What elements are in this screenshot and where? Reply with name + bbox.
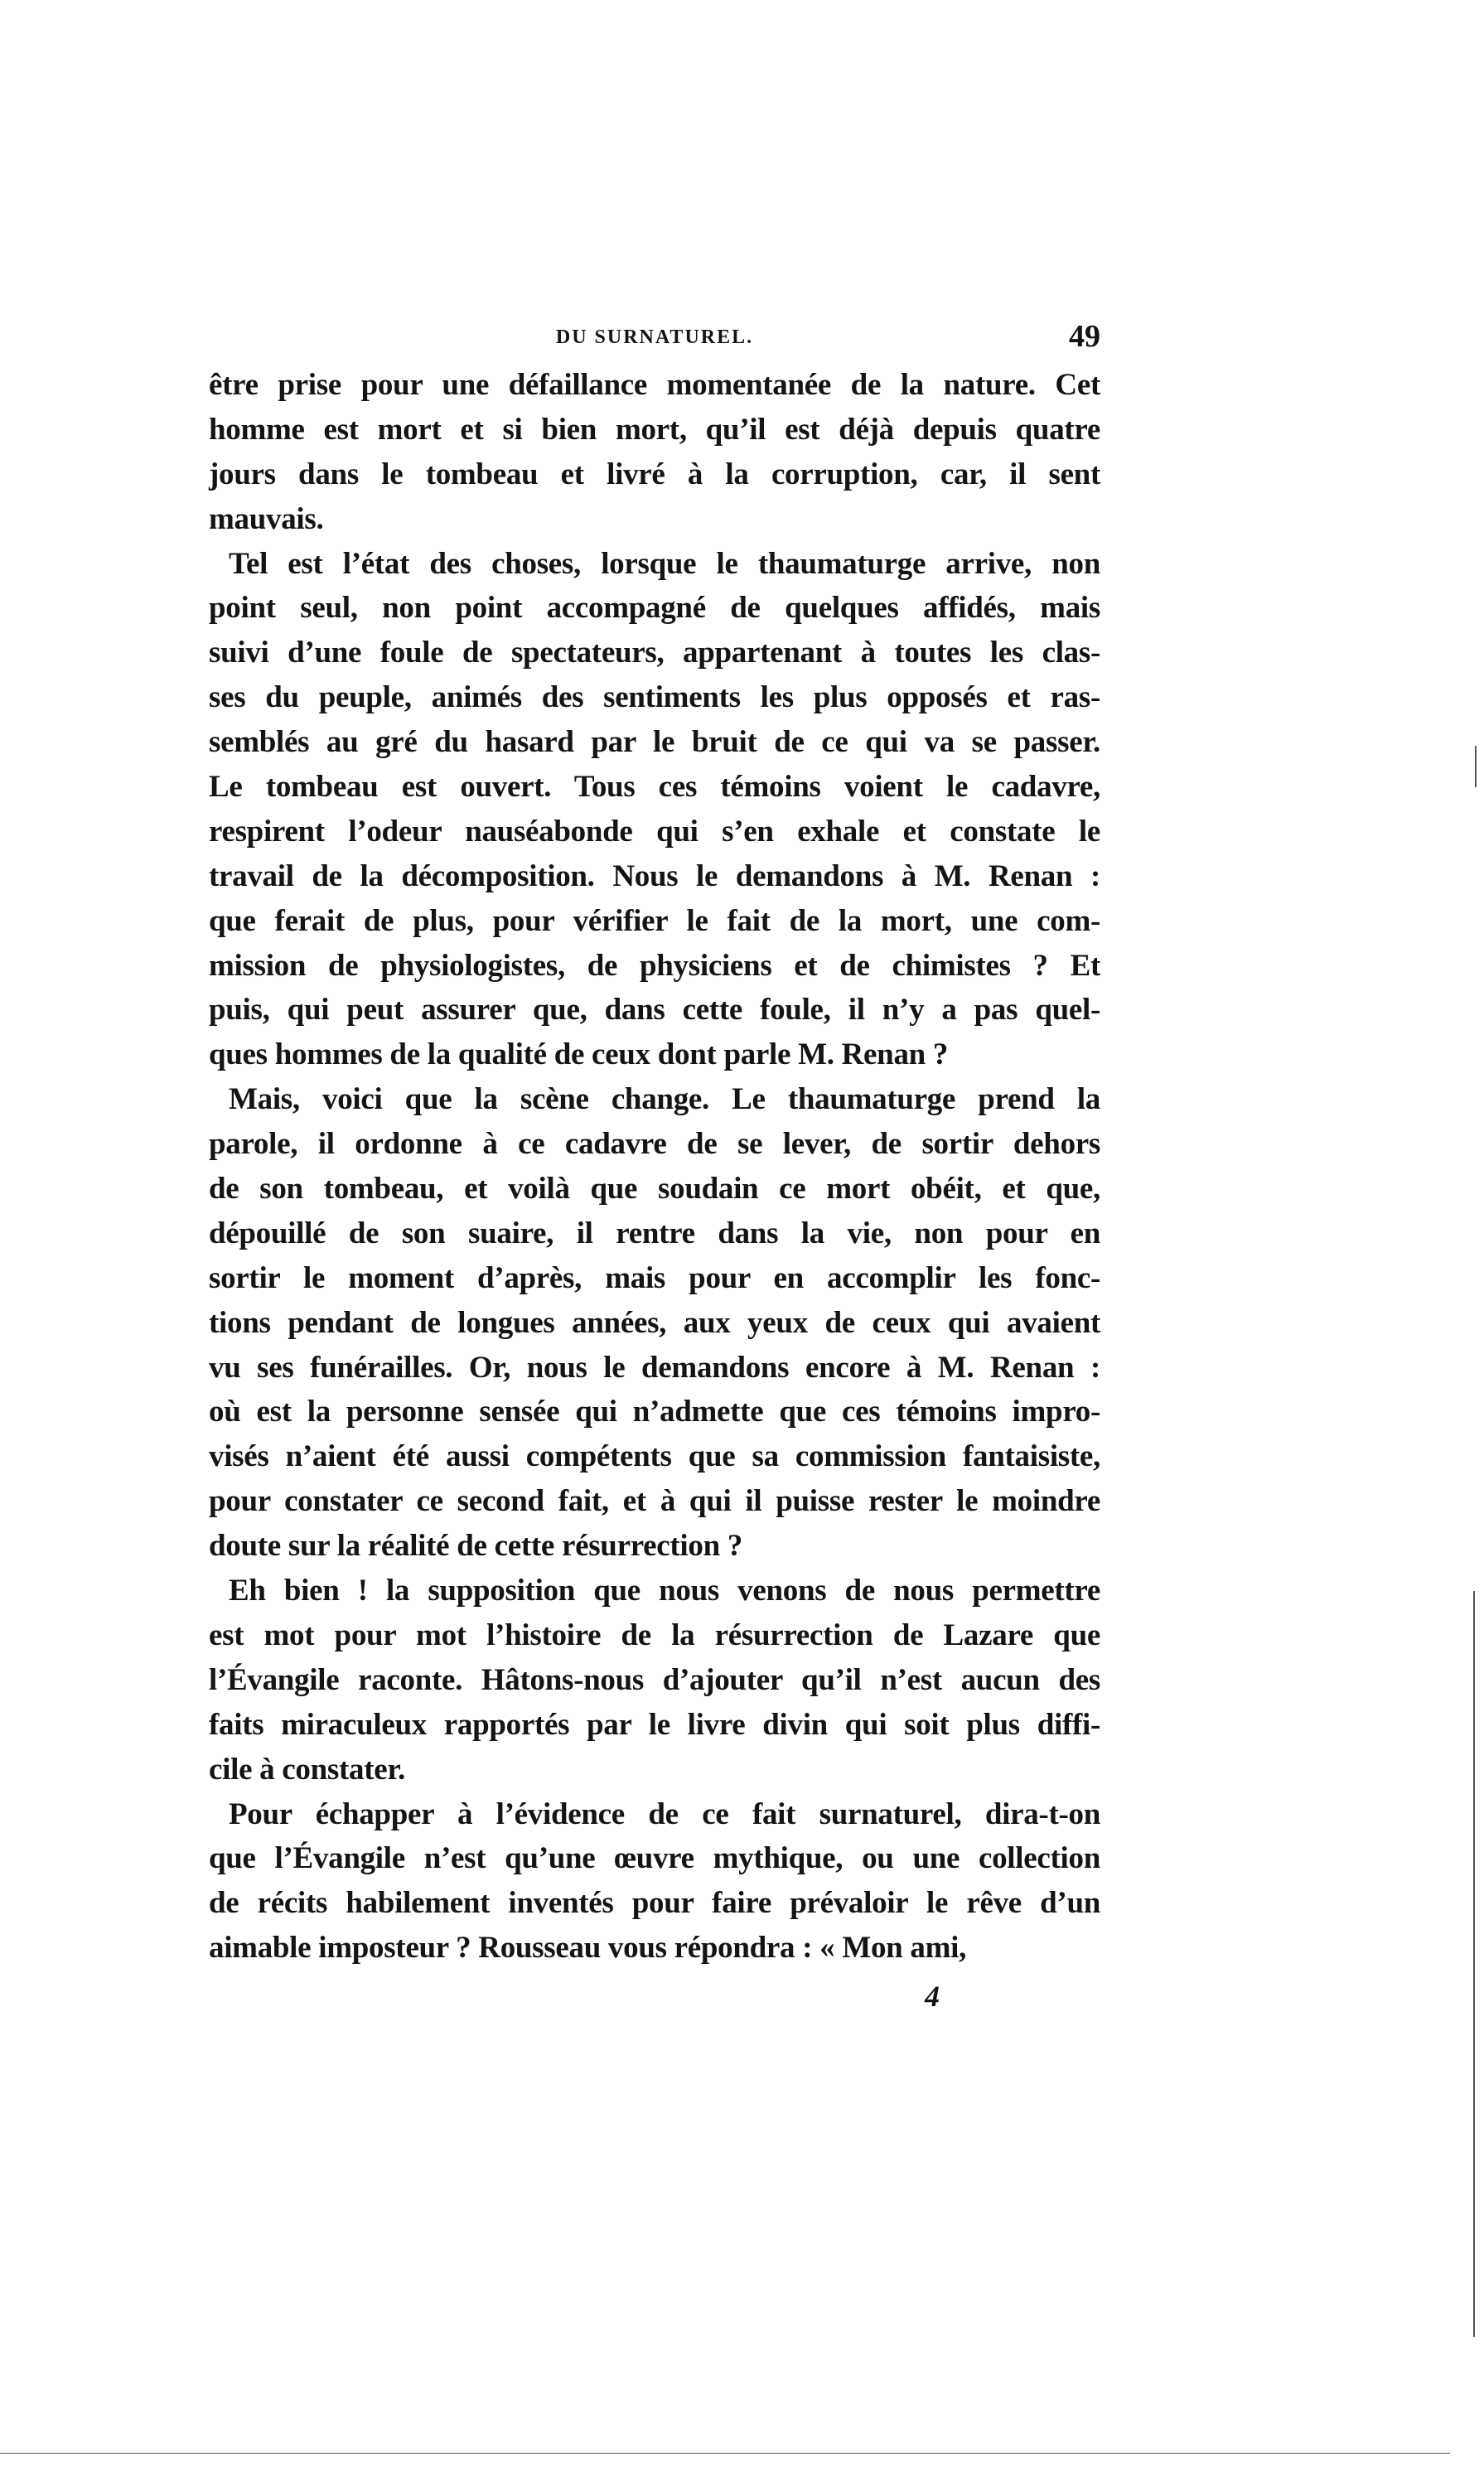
paragraph	[209, 1792, 1100, 1971]
text-line: Tel est l’état des choses, lorsque le thaumaturge arrive, non	[229, 546, 1100, 581]
text-line: jours dans le tombeau et livré à la corruption, car, il sent	[209, 457, 1100, 491]
text-line: Eh bien ! la supposition que nous venons de nous permettre	[229, 1574, 1100, 1608]
text-line: de son tombeau, et voilà que soudain ce mort obéit, et que,	[209, 1172, 1100, 1207]
text-line: parole, il ordonne à ce cadavre de se lever, de sortir dehors	[209, 1127, 1100, 1162]
text-line: ses du peuple, animés des sentiments les plus opposés et ras-	[209, 680, 1100, 715]
text-line: l’Évangile raconte. Hâtons-nous d’ajouter qu’il n’est aucun des	[209, 1662, 1100, 1697]
scan-artifact-right	[1475, 746, 1477, 787]
text-line: dépouillé de son suaire, il rentre dans la vie, non pour en	[209, 1216, 1100, 1250]
text-line: Le tombeau est ouvert. Tous ces témoins voient le cadavre,	[209, 770, 1100, 805]
text-line: respirent l’odeur nauséabonde qui s’en exhale et constate le	[209, 814, 1100, 849]
text-line: mauvais.	[209, 501, 324, 536]
text-line: pour constater ce second fait, et à qui il puisse rester le moindre	[209, 1484, 1100, 1519]
text-line: sortir le moment d’après, mais pour en accomplir les fonc-	[209, 1260, 1100, 1295]
text-line: visés n’aient été aussi compétents que sa commission fantaisiste,	[209, 1439, 1100, 1474]
text-line: Pour échapper à l’évidence de ce fait surnaturel, dira-t-on	[229, 1797, 1100, 1831]
text-line: faits miraculeux rapportés par le livre divin qui soit plus diffi-	[209, 1707, 1100, 1742]
paragraph	[209, 363, 1100, 542]
text-line: que l’Évangile n’est qu’une œuvre mythique, ou une collection	[209, 1841, 1100, 1876]
text-line: cile à constater.	[209, 1752, 406, 1787]
text-line: aimable imposteur ? Rousseau vous répondra : « Mon ami,	[209, 1931, 967, 1966]
running-head	[209, 318, 1100, 355]
text-line: de récits habilement inventés pour faire prévaloir le rêve d’un	[209, 1886, 1100, 1921]
paragraph	[209, 542, 1100, 1078]
text-line: être prise pour une défaillance momentanée de la nature. Cet	[209, 368, 1100, 402]
text-line: où est la personne sensée qui n’admette que ces témoins impro-	[209, 1395, 1100, 1429]
text-line: vu ses funérailles. Or, nous le demandons encore à M. Renan :	[209, 1350, 1100, 1385]
text-line: semblés au gré du hasard par le bruit de ce qui va se passer.	[209, 725, 1100, 760]
page-number: 49	[1069, 319, 1100, 354]
text-line: Mais, voici que la scène change. Le thaumaturge prend la	[229, 1082, 1100, 1117]
paragraph	[209, 1569, 1100, 1792]
signature-mark: 4	[925, 1980, 940, 2013]
text-line: mission de physiologistes, de physiciens et de chimistes ? Et	[209, 948, 1100, 983]
text-line: ques hommes de la qualité de ceux dont parle M. Renan ?	[209, 1037, 949, 1072]
text-line: doute sur la réalité de cette résurrection ?	[209, 1529, 743, 1564]
paragraph	[209, 1077, 1100, 1569]
text-line: est mot pour mot l’histoire de la résurrection de Lazare que	[209, 1618, 1100, 1652]
scan-artifact-bottom	[0, 2453, 1450, 2454]
scan-artifact-right-lower	[1473, 1591, 1475, 2337]
text-line: homme est mort et si bien mort, qu’il est déjà depuis quatre	[209, 412, 1100, 447]
running-title: DU SURNATUREL.	[555, 326, 754, 348]
text-line: que ferait de plus, pour vérifier le fait de la mort, une com-	[209, 903, 1100, 938]
text-line: point seul, non point accompagné de quelques affidés, mais	[209, 591, 1100, 626]
text-line: travail de la décomposition. Nous le demandons à M. Renan :	[209, 858, 1100, 893]
text-line: puis, qui peut assurer que, dans cette foule, il n’y a pas quel-	[209, 993, 1100, 1028]
text-line: tions pendant de longues années, aux yeux de ceux qui avaient	[209, 1305, 1100, 1340]
text-line: suivi d’une foule de spectateurs, appartenant à toutes les clas-	[209, 636, 1100, 670]
body-text	[209, 363, 1100, 1971]
